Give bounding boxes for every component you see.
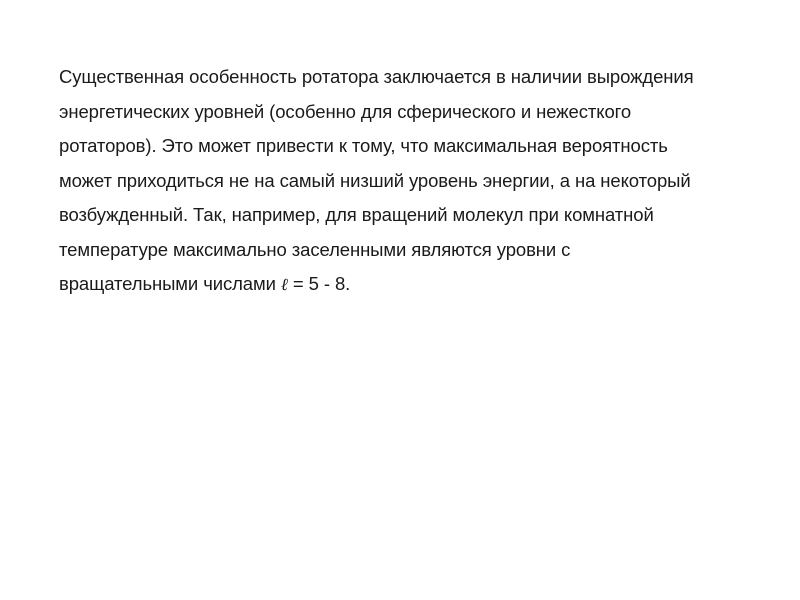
paragraph-line: может приходиться не на самый низший уровень энергии, а на некоторый [59,169,691,191]
paragraph-line: энергетических уровней (особенно для сферического и нежесткого [59,100,632,122]
paragraph-line: Существенная особенность ротатора заключается в наличии вырождения [59,66,694,87]
quantum-number-symbol: ℓ [280,275,288,295]
paragraph-last-line [59,267,779,303]
paragraph-line: ротаторов). Это может привести к тому, что максимальная вероятность [59,135,668,156]
paragraph [59,60,779,303]
paragraph-line: температуре максимально заселенными являются уровни с [59,238,571,260]
last-line-suffix: = 5 - 8. [287,273,351,294]
paragraph-line: возбужденный. Так, например, для вращений молекул при комнатной [59,204,654,225]
last-line-prefix: вращательными числами [59,273,281,294]
